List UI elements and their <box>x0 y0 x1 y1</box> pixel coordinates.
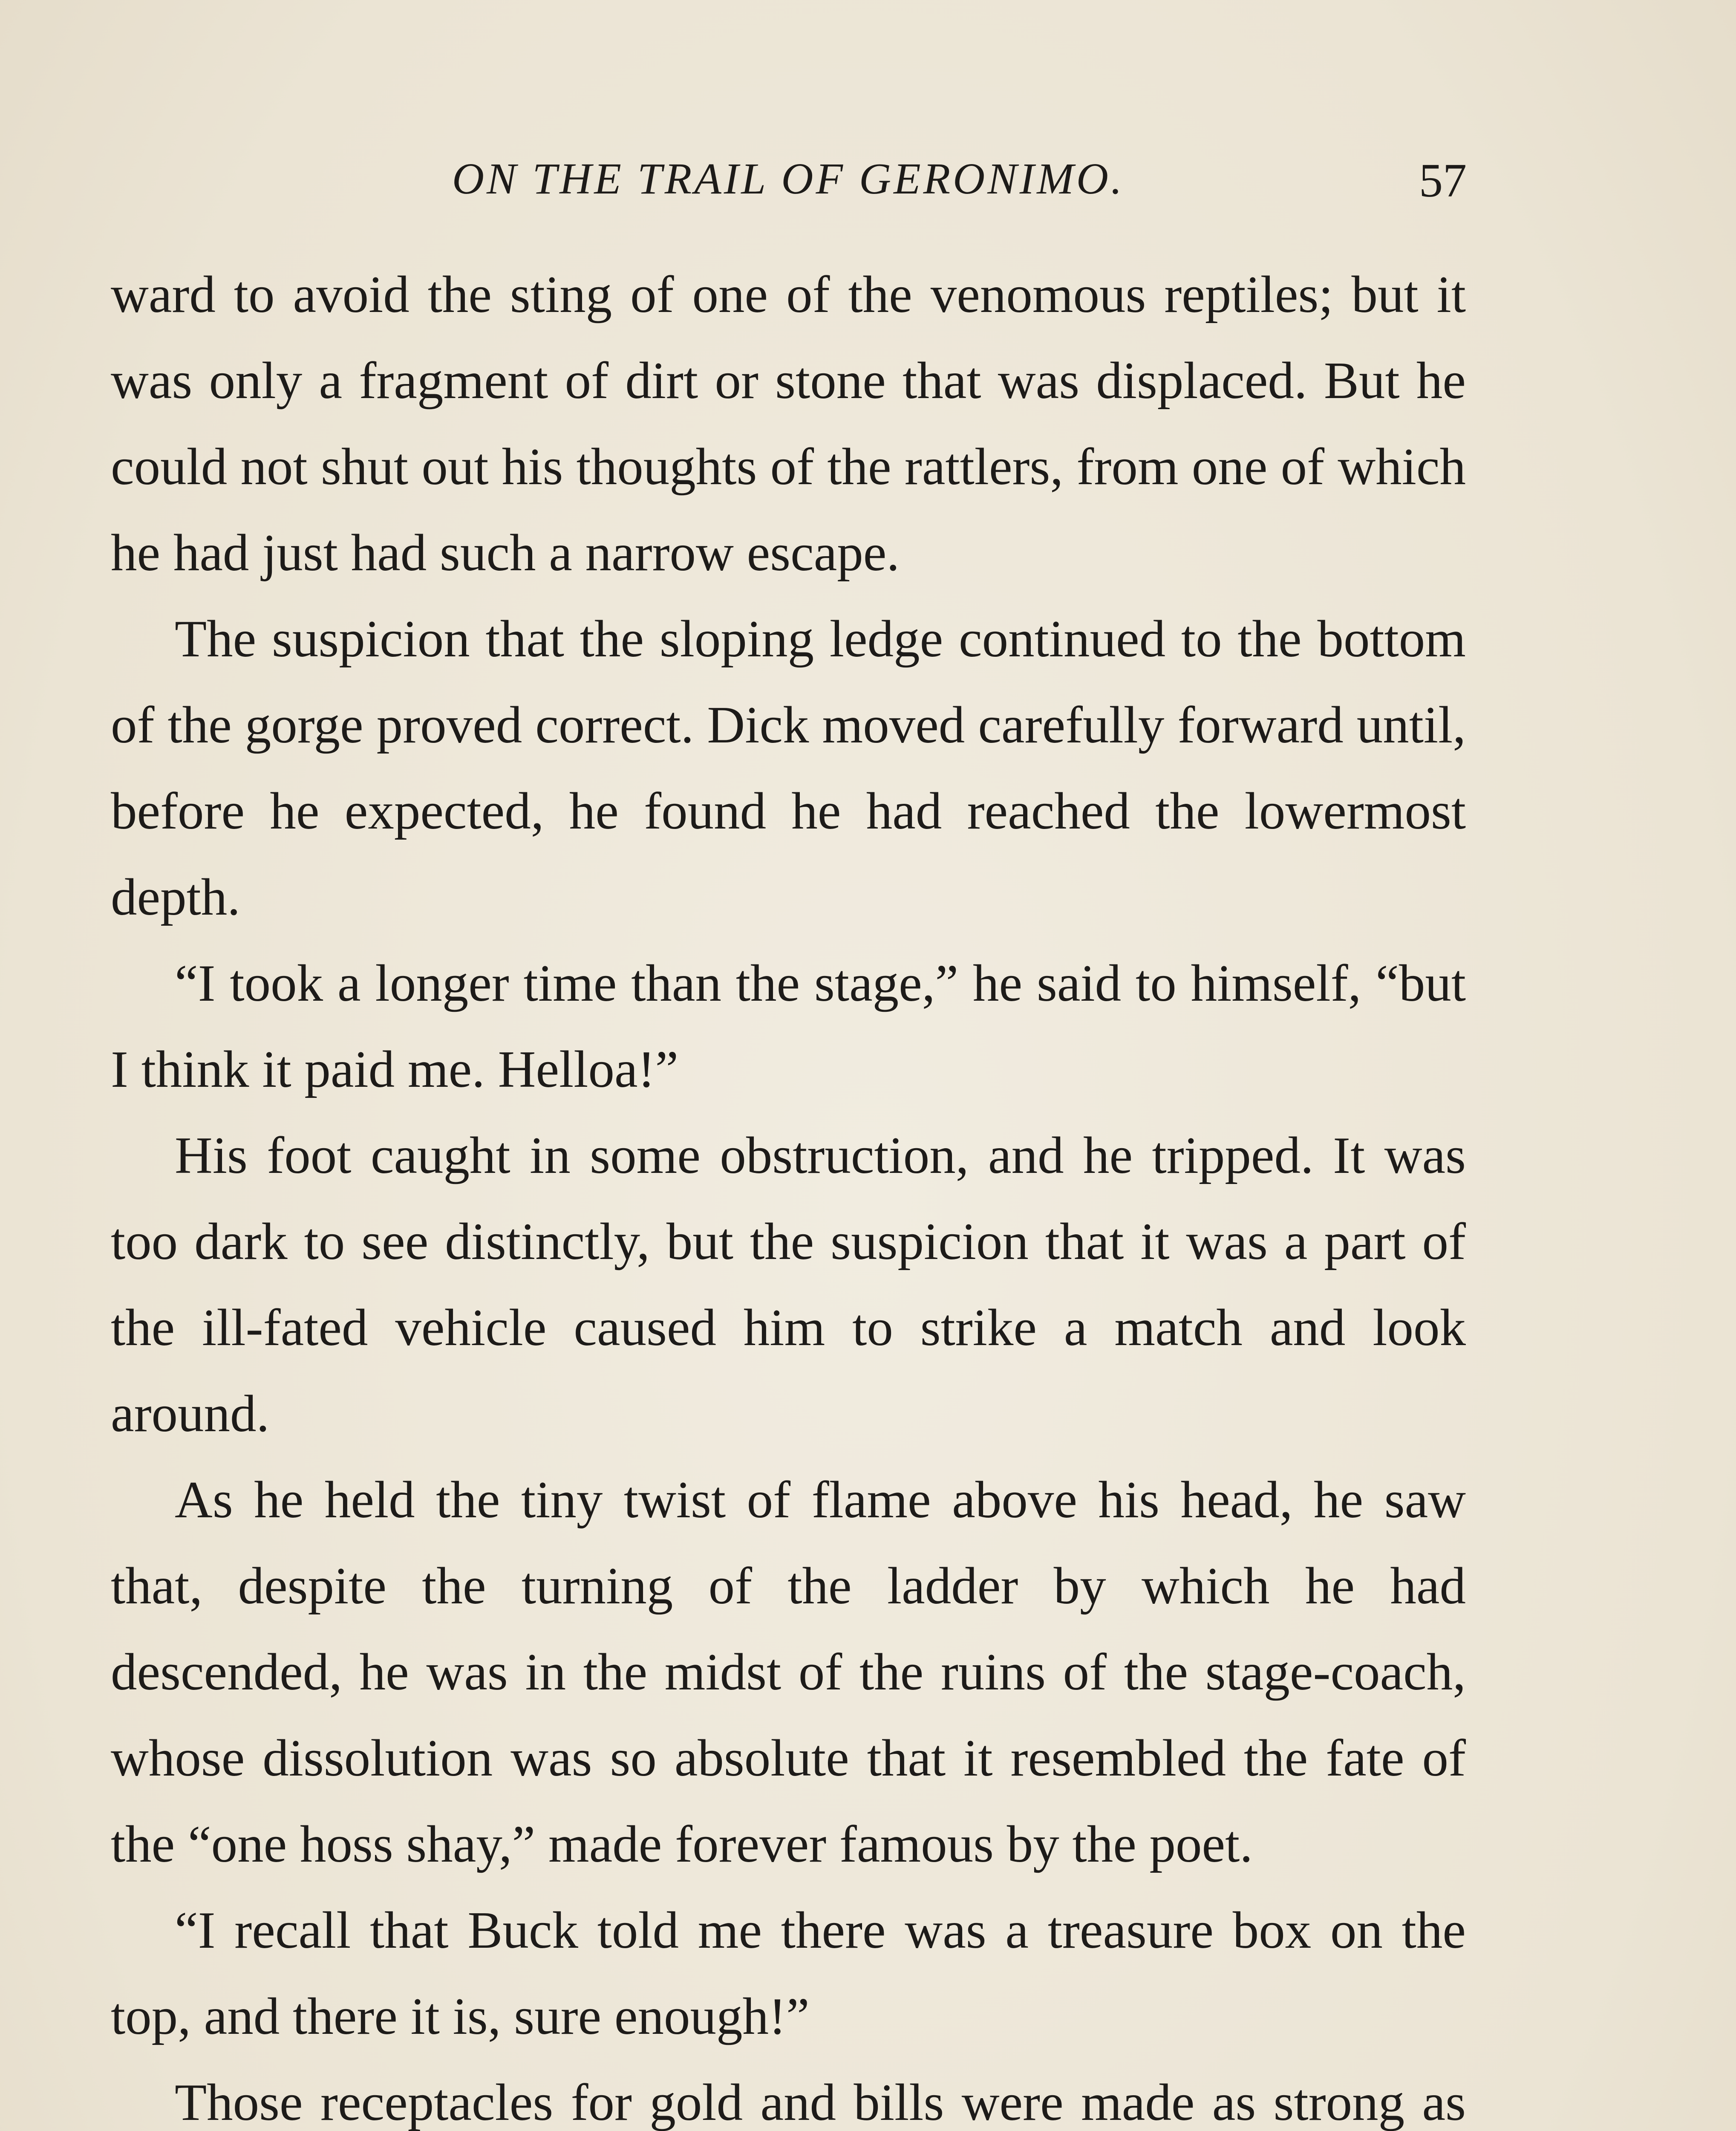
body-text <box>111 251 1466 2131</box>
paragraph-2: The suspicion that the sloping ledge continued to the bottom of the gorge proved correct. Dick moved carefully forward until, before he expected, he found he had reached the lowermost depth. <box>111 609 1466 926</box>
running-head: ON THE TRAIL OF GERONIMO. <box>452 154 1125 203</box>
paragraph-3: “I took a longer time than the stage,” he said to himself, “but I think it paid me. Helloa!” <box>111 954 1466 1098</box>
page-number: 57 <box>1419 154 1467 207</box>
paragraph-7: Those receptacles for gold and bills were made as strong as <box>175 2073 1466 2131</box>
paragraph-6: “I recall that Buck told me there was a treasure box on the top, and there it is, sure enough!” <box>111 1901 1466 2045</box>
paragraph-1: ward to avoid the sting of one of the venomous reptiles; but it was only a fragment of dirt or stone that was displaced. But he could not shut out his thoughts of the rattlers, from one of which he had just had such a narrow escape. <box>111 265 1466 582</box>
page-header <box>111 153 1466 222</box>
paragraph-5: As he held the tiny twist of flame above his head, he saw that, despite the turning of the ladder by which he had descended, he was in the midst of the ruins of the stage-coach, whose dissolution was so absolute that it resembled the fate of the “one hoss shay,” made forever famous by the poet. <box>111 1470 1466 1873</box>
paragraph-4: His foot caught in some obstruction, and he tripped. It was too dark to see distinctly, but the suspicion that it was a part of the ill-fated vehicle caused him to strike a match and look around. <box>111 1126 1466 1443</box>
